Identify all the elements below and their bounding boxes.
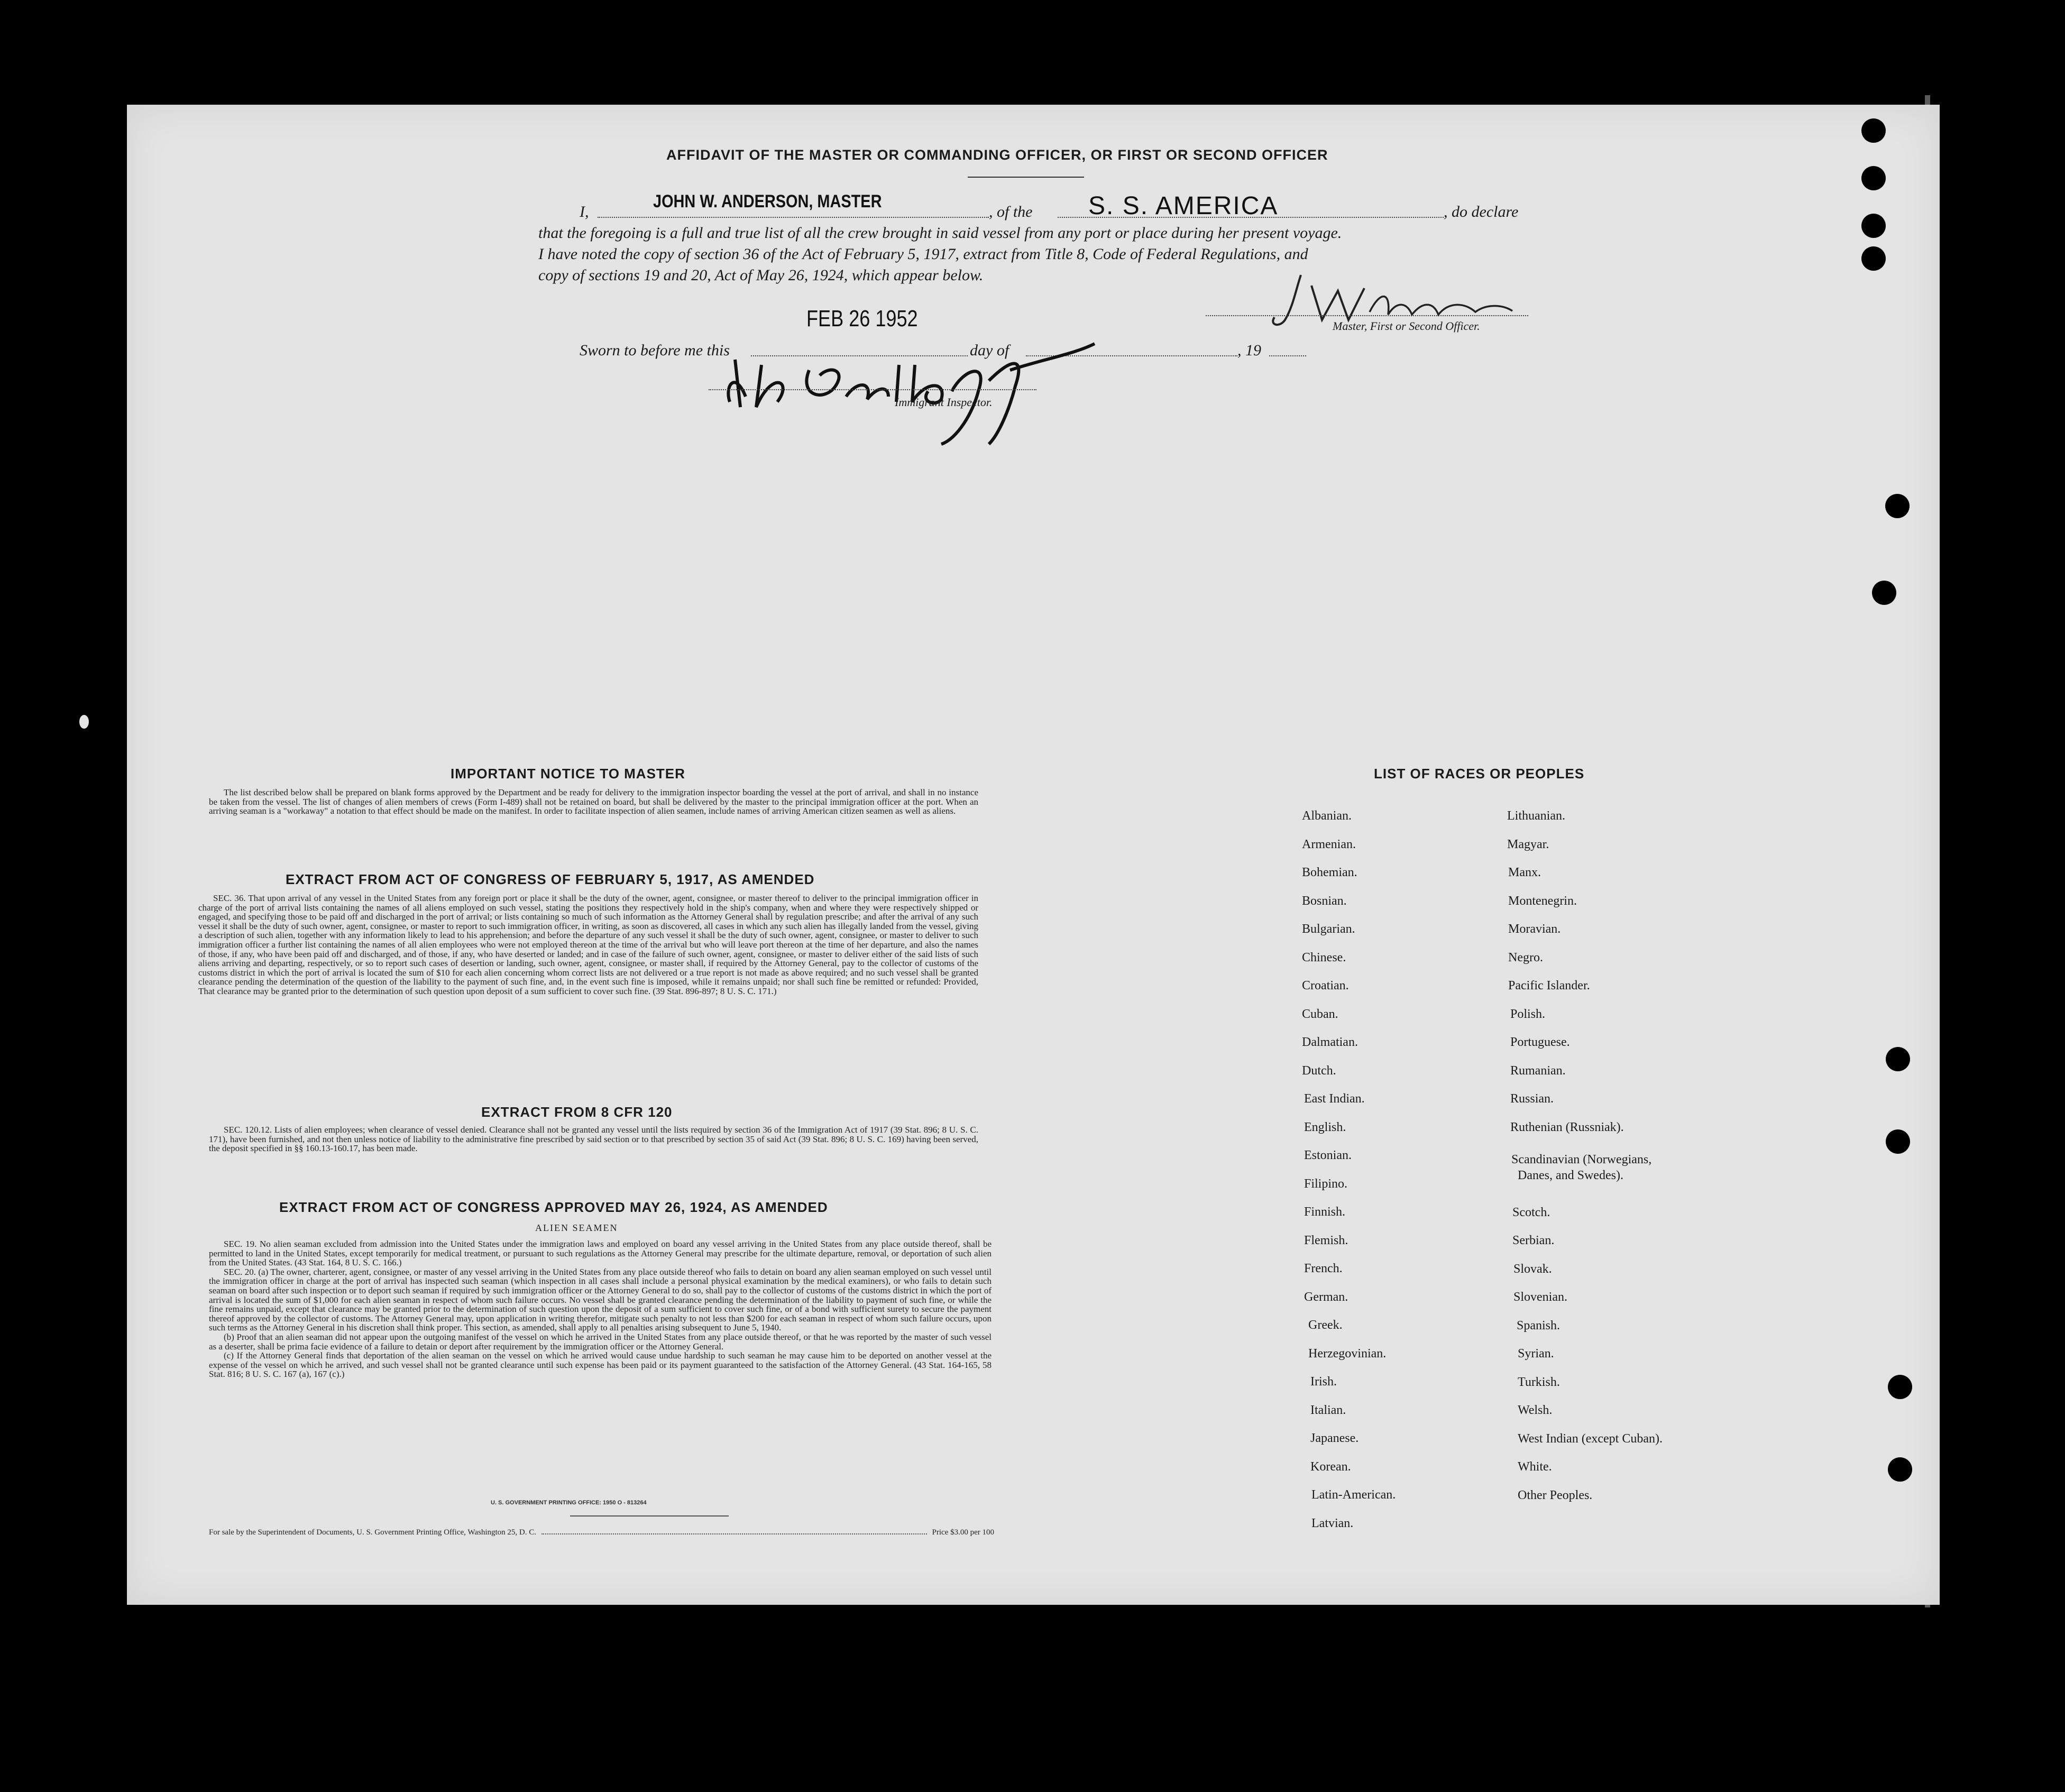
race-item: Pacific Islander. bbox=[1508, 979, 1590, 993]
race-item: Latvian. bbox=[1311, 1516, 1354, 1530]
race-item: English. bbox=[1304, 1120, 1346, 1134]
race-item: Dalmatian. bbox=[1302, 1035, 1358, 1049]
race-item: Montenegrin. bbox=[1508, 894, 1577, 908]
alien-seamen-subtitle: ALIEN SEAMEN bbox=[535, 1223, 618, 1233]
race-item: Lithuanian. bbox=[1507, 809, 1565, 823]
affidavit-line1-suffix: , do declare bbox=[1444, 203, 1519, 220]
race-item: Slovak. bbox=[1513, 1262, 1552, 1276]
extract-1924-text bbox=[209, 1239, 992, 1379]
gpo-rule bbox=[570, 1515, 729, 1517]
race-item: Chinese. bbox=[1302, 950, 1346, 964]
race-item: Bohemian. bbox=[1302, 866, 1357, 879]
master-name-blank bbox=[598, 217, 989, 218]
extract-1917-title: EXTRACT FROM ACT OF CONGRESS OF FEBRUARY 5, 1917, AS AMENDED bbox=[286, 871, 815, 887]
punch-hole bbox=[1888, 1375, 1912, 1399]
race-item: Finnish. bbox=[1304, 1205, 1346, 1219]
race-item: Ruthenian (Russniak). bbox=[1510, 1120, 1624, 1134]
punch-hole bbox=[1861, 246, 1886, 271]
sec20b-paragraph: (b) Proof that an alien seaman did not appear upon the outgoing manifest of the vessel on which he arrived in the United States from any place outside thereof, or that he was reported by the master of such vessel as a deserter, shall be prima facie evidence of a failure to detain or deport after requirement by the immigration officer or the Attorney General. bbox=[209, 1331, 992, 1352]
footer-sale-text: For sale by the Superintendent of Documents, U. S. Government Printing Office, Washington 25, D. C. bbox=[209, 1528, 536, 1537]
race-item: Greek. bbox=[1308, 1318, 1343, 1332]
extract-cfr-text bbox=[209, 1125, 978, 1153]
race-item: Bosnian. bbox=[1302, 894, 1347, 908]
sec19-paragraph: SEC. 19. No alien seaman excluded from admission into the United States under the immigration laws and employed on board any vessel arriving in the United States from any place outside thereof, shall be permitted to land in the United States, except temporarily for medical treatment, or pursuant to such regulations as the Attorney General may prescribe for the ultimate departure, removal, or deportation of such alien from the United States. (43 Stat. 164, 8 U. S. C. 166.) bbox=[209, 1239, 992, 1268]
punch-hole bbox=[1886, 1047, 1910, 1071]
master-caption: Master, First or Second Officer. bbox=[1333, 319, 1480, 333]
race-item: Rumanian. bbox=[1510, 1064, 1566, 1078]
punch-hole bbox=[1861, 166, 1886, 190]
race-item: Scandinavian (Norwegians, bbox=[1511, 1153, 1652, 1166]
stamp-date: FEB 26 1952 bbox=[806, 306, 918, 332]
extract-1917-paragraph: SEC. 36. That upon arrival of any vessel in the United States from any foreign port or place it shall be the duty of the owner, agent, consignee, or master thereof to deliver to the principal immigration officer in charge of the port of arrival lists containing the names of all aliens employed on such vessel, stating the positions they respectively hold in the ship's company, when and where they were respectively shipped or engaged, and specifying those to be paid off and discharged in the port of arrival; or lists containing so much of such information as the Attorney General shall by regulation prescribe; and after the arrival of any such vessel it shall be the duty of such owner, agent, consignee, or master to report to such immigration officer, in writing, as soon as discovered, all cases in which any such alien has illegally landed from the vessel, giving a description of such alien, together with any information likely to lead to his apprehension; and before the departure of any such vessel it shall be the duty of such owner, agent, consignee, or master to deliver to such immigration officer a further list containing the names of all alien employees who were not employed thereon at the time of the arrival but who will leave port thereon at the time of her departure, and also the names of those, if any, who have been paid off and discharged, and of those, if any, who have deserted or landed; and in case of the failure of such owner, agent, consignee, or master to deliver either of the said lists of such aliens arriving and departing, respectively, or so to report such cases of desertion or landing, such owner, agent, consignee, or master shall, if required by the Attorney General, pay to the collector of customs of the customs district in which the port of arrival is located the sum of $10 for each alien concerning whom correct lists are not delivered or a true report is not made as above required; and no such vessel shall be granted clearance pending the determination of the question of the liability to the payment of such fine, and, in the event such fine is imposed, while it remains unpaid; nor shall such fine be remitted or refunded: Provided, That clearance may be granted prior to the determination of such question upon deposit of a sum sufficient to cover such fine. (39 Stat. 896-897; 8 U. S. C. 171.) bbox=[198, 893, 978, 996]
punch-hole bbox=[1886, 1129, 1910, 1154]
punch-hole bbox=[1888, 1457, 1912, 1482]
race-item: Albanian. bbox=[1302, 809, 1352, 823]
document-page bbox=[127, 105, 1940, 1605]
gpo-imprint: U. S. GOVERNMENT PRINTING OFFICE: 1950 O - 813264 bbox=[491, 1500, 647, 1506]
race-item: Bulgarian. bbox=[1302, 922, 1355, 936]
notice-paragraph: The list described below shall be prepared on blank forms approved by the Department and be ready for delivery to the immigration inspector boarding the vessel at the port of arrival, and shall in no instance be taken from the vessel. The list of changes of alien members of crews (Form I-489) shall not be retained on board, but shall be delivered by the master to the principal immigration officer at the port. When an arriving seaman is a "workaway" a notation to that effect should be made on the manifest. In order to facilitate inspection of alien seamen, include names of arriving American citizen seamen as well as aliens. bbox=[209, 787, 978, 816]
race-item: Manx. bbox=[1508, 866, 1541, 879]
sworn-year: , 19 bbox=[1237, 342, 1261, 359]
extract-cfr-paragraph: SEC. 120.12. Lists of alien employees; when clearance of vessel denied. Clearance shall not be granted any vessel until the lists required by section 36 of the Immigration Act of 1917 (39 Stat. 896; 8 U. S. C. 171), have been furnished, and not then unless notice of liability to the administrative fine prescribed by said section or to that prescribed by section 35 of said Act (39 Stat. 896; 8 U. S. C. 169) having been served, the deposit specified in §§ 160.13-160.17, has been made. bbox=[209, 1125, 978, 1154]
punch-hole bbox=[1861, 118, 1886, 143]
race-item: Other Peoples. bbox=[1518, 1488, 1593, 1502]
race-item: French. bbox=[1304, 1262, 1343, 1275]
inspector-caption: Immigrant Inspector. bbox=[895, 396, 993, 409]
sec20a-paragraph: SEC. 20. (a) The owner, charterer, agent, consignee, or master of any vessel arriving in the United States from any place outside thereof who fails to detain on board any alien seaman employed on such vessel until the immigration officer in charge at the port of arrival has inspected such seaman (which inspection in all cases shall include a personal physical examination by the medical examiners), or who fails to detain such seaman on board after such inspection or to deport such seaman if required by such immigration officer or the Attorney General to do so, shall pay to the collector of customs of the customs district in which the port of arrival is located the sum of $1,000 for each alien seaman in respect of whom such failure occurs. No vessel shall be granted clearance pending the determination of the liability to payment of such fine, or while the fine remains unpaid, except that clearance may be granted prior to the determination of such question upon the deposit of a sum sufficient to cover such fine, or of a bond with sufficient surety to secure the payment thereof approved by the collector of customs. The Attorney General may, upon application in writing therefor, mitigate such penalty to not less than $200 for each seaman in respect of whom such failure occurs, upon such terms as the Attorney General in his discretion shall think proper. This section, as amended, shall apply to all penalties arising subsequent to June 5, 1940. bbox=[209, 1266, 992, 1333]
race-item: East Indian. bbox=[1304, 1092, 1365, 1106]
title-rule bbox=[968, 177, 1084, 178]
inspector-signature-blank bbox=[709, 389, 1036, 390]
race-item: Filipino. bbox=[1304, 1177, 1348, 1191]
race-item: Croatian. bbox=[1302, 979, 1349, 993]
race-item: Magyar. bbox=[1507, 838, 1549, 851]
punch-hole bbox=[1861, 214, 1886, 238]
race-item: Herzegovinian. bbox=[1308, 1346, 1387, 1361]
master-signature-blank bbox=[1206, 315, 1528, 316]
sale-footer bbox=[209, 1528, 994, 1537]
footer-leader-dots bbox=[542, 1528, 927, 1534]
race-item: Moravian. bbox=[1508, 922, 1561, 936]
affidavit-line1-prefix: I, bbox=[580, 203, 589, 220]
extract-1924-title: EXTRACT FROM ACT OF CONGRESS APPROVED MAY 26, 1924, AS AMENDED bbox=[279, 1199, 828, 1215]
race-item: Portuguese. bbox=[1510, 1035, 1570, 1049]
master-name: JOHN W. ANDERSON, MASTER bbox=[653, 191, 882, 212]
race-item: German. bbox=[1304, 1290, 1348, 1304]
affidavit-line4: copy of sections 19 and 20, Act of May 26, 1924, which appear below. bbox=[538, 266, 984, 284]
race-item: Danes, and Swedes). bbox=[1518, 1169, 1623, 1182]
race-item: Scotch. bbox=[1512, 1206, 1550, 1219]
scan-speck bbox=[79, 715, 89, 729]
sworn-year-blank bbox=[1269, 355, 1306, 356]
race-item: Syrian. bbox=[1518, 1347, 1554, 1361]
sworn-day-of: day of bbox=[970, 342, 1009, 359]
sec20c-paragraph: (c) If the Attorney General finds that deportation of the alien seaman on the vessel on which he arrived would cause undue hardship to such seaman he may cause him to be deported on another vessel at the expense of the vessel on which he arrived, and such vessel shall not be granted clearance until such expense has been paid or its payment guaranteed to the satisfaction of the Attorney General. (43 Stat. 164-165, 58 Stat. 816; 8 U. S. C. 167 (a), 167 (c).) bbox=[209, 1350, 992, 1380]
race-item: Irish. bbox=[1310, 1375, 1337, 1389]
race-item: Russian. bbox=[1510, 1092, 1554, 1106]
race-item: Armenian. bbox=[1302, 837, 1356, 851]
race-item: Turkish. bbox=[1518, 1375, 1560, 1389]
notice-text bbox=[209, 788, 978, 816]
race-item: Polish. bbox=[1510, 1007, 1546, 1021]
extract-cfr-title: EXTRACT FROM 8 CFR 120 bbox=[481, 1104, 673, 1120]
notice-title: IMPORTANT NOTICE TO MASTER bbox=[451, 766, 685, 782]
race-item: Estonian. bbox=[1304, 1148, 1352, 1162]
vessel-name: S. S. AMERICA bbox=[1088, 192, 1279, 220]
race-item: Slovenian. bbox=[1513, 1290, 1567, 1304]
affidavit-line3: I have noted the copy of section 36 of the Act of February 5, 1917, extract from Title 8, Code of Federal Regulations, and bbox=[538, 245, 1308, 263]
extract-1917-text bbox=[198, 894, 978, 996]
race-item: Flemish. bbox=[1304, 1233, 1348, 1247]
affidavit-line2: that the foregoing is a full and true list of all the crew brought in said vessel from any port or place during her present voyage. bbox=[538, 224, 1342, 242]
race-item: Korean. bbox=[1310, 1459, 1351, 1474]
race-item: Latin-American. bbox=[1311, 1488, 1396, 1502]
race-item: West Indian (except Cuban). bbox=[1518, 1432, 1663, 1446]
punch-hole bbox=[1872, 581, 1896, 605]
race-item: Serbian. bbox=[1512, 1234, 1555, 1247]
race-item: Cuban. bbox=[1302, 1007, 1338, 1021]
races-title: LIST OF RACES OR PEOPLES bbox=[1374, 766, 1585, 782]
race-item: Japanese. bbox=[1310, 1431, 1359, 1445]
affidavit-line1-mid: , of the bbox=[989, 203, 1033, 220]
footer-price: Price $3.00 per 100 bbox=[932, 1528, 994, 1537]
race-item: White. bbox=[1518, 1460, 1552, 1474]
race-item: Spanish. bbox=[1517, 1319, 1561, 1332]
affidavit-title: AFFIDAVIT OF THE MASTER OR COMMANDING OFFICER, OR FIRST OR SECOND OFFICER bbox=[666, 147, 1328, 163]
race-item: Negro. bbox=[1508, 951, 1543, 964]
sworn-text: Sworn to before me this bbox=[580, 342, 730, 359]
punch-hole bbox=[1885, 494, 1910, 518]
race-item: Italian. bbox=[1310, 1403, 1346, 1417]
race-item: Welsh. bbox=[1518, 1403, 1553, 1417]
race-item: Dutch. bbox=[1302, 1063, 1336, 1078]
